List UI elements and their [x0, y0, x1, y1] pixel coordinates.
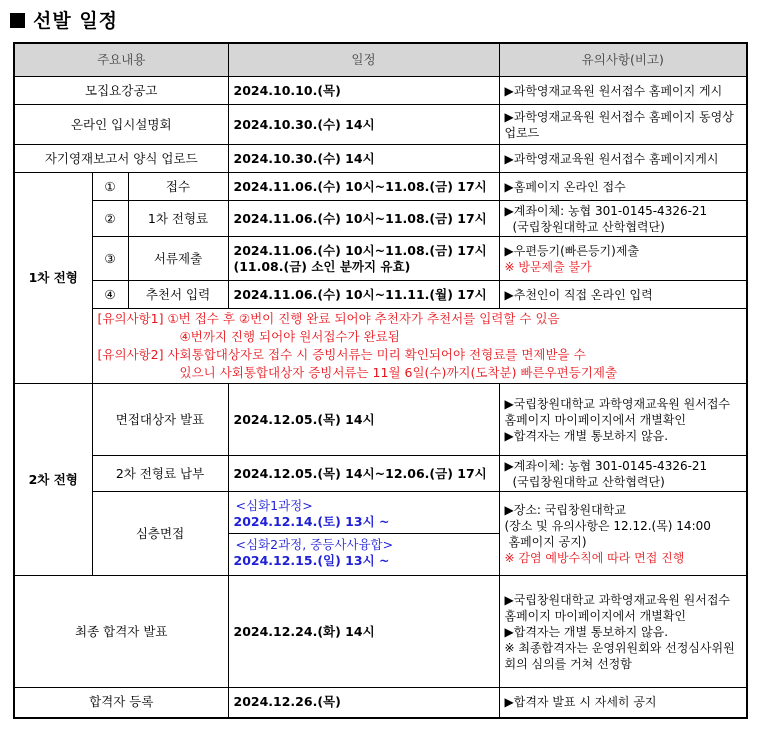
note-cell: ▶합격자 발표 시 자세히 공지	[499, 688, 747, 718]
note-line: ▶장소: 국립창원대학교	[504, 502, 626, 517]
table-row	[14, 201, 747, 237]
section-title-text: 선발 일정	[33, 10, 119, 32]
stage2-label: 2차 전형	[14, 384, 92, 576]
item-cell: 온라인 입시설명회	[14, 105, 228, 145]
note-line: ▶우편등기(빠른등기)제출	[504, 243, 640, 258]
step-number: ①	[92, 173, 128, 201]
note-cell	[499, 237, 747, 281]
date-cell: 2024.10.30.(수) 14시	[228, 145, 499, 173]
note-cell: ▶과학영재교육원 원서접수 홈페이지 동영상 업로드	[499, 105, 747, 145]
warning-line: 있으니 사회통합대상자 증빙서류는 11월 6일(수)까지(도착분) 빠른우편등기제출	[179, 365, 618, 380]
item-cell: 자기영재보고서 양식 업로드	[14, 145, 228, 173]
date-cell: 2024.10.10.(목)	[228, 77, 499, 105]
square-bullet-icon	[10, 13, 25, 28]
session-label: <심화2과정, 중등사사융합>	[235, 537, 394, 552]
step-number: ③	[92, 237, 128, 281]
date-line: 2024.11.06.(수) 10시~11.08.(금) 17시	[233, 242, 487, 258]
note-line: ▶국립창원대학교 과학영재교육원 원서접수 홈페이지 마이페이지에서 개별확인	[504, 396, 731, 427]
note-line: ※ 최종합격자는 운영위원회와 선정심사위원회의 심의를 거쳐 선정함	[504, 640, 735, 671]
table-row	[14, 576, 747, 688]
table-row	[14, 688, 747, 718]
date-cell: 2024.12.05.(목) 14시~12.06.(금) 17시	[228, 456, 499, 492]
note-cell: ▶홈페이지 온라인 접수	[499, 173, 747, 201]
stage1-label: 1차 전형	[14, 173, 92, 384]
table-row	[14, 384, 747, 456]
session-label: <심화1과정>	[235, 498, 313, 513]
item-cell: 모집요강공고	[14, 77, 228, 105]
table-row	[14, 145, 747, 173]
item-cell: 합격자 등록	[14, 688, 228, 718]
step-item: 추천서 입력	[128, 281, 228, 309]
header-schedule: 일정	[228, 43, 499, 77]
date-cell: 2024.12.26.(목)	[228, 688, 499, 718]
item-cell: 심층면접	[92, 492, 228, 576]
header-notes: 유의사항(비고)	[499, 43, 747, 77]
step-number: ②	[92, 201, 128, 237]
date-cell: 2024.12.05.(목) 14시	[228, 384, 499, 456]
table-row	[14, 456, 747, 492]
table-row	[14, 281, 747, 309]
date-cell	[228, 237, 499, 281]
session-date: 2024.12.15.(일) 13시 ~	[233, 553, 390, 568]
session-2	[229, 533, 499, 572]
date-cell: 2024.11.06.(수) 10시~11.08.(금) 17시	[228, 173, 499, 201]
date-cell: 2024.10.30.(수) 14시	[228, 105, 499, 145]
step-item: 접수	[128, 173, 228, 201]
session-1	[229, 495, 499, 533]
date-cell: 2024.11.06.(수) 10시~11.11.(월) 17시	[228, 281, 499, 309]
session-date: 2024.12.14.(토) 13시 ~	[233, 514, 390, 529]
table-row	[14, 237, 747, 281]
date-cell: 2024.11.06.(수) 10시~11.08.(금) 17시	[228, 201, 499, 237]
note-cell: ▶추천인이 직접 온라인 입력	[499, 281, 747, 309]
table-row	[14, 105, 747, 145]
note-line: ▶국립창원대학교 과학영재교육원 원서접수 홈페이지 마이페이지에서 개별확인	[504, 592, 731, 623]
item-cell: 최종 합격자 발표	[14, 576, 228, 688]
note-cell	[499, 201, 747, 237]
table-row	[14, 173, 747, 201]
section-title	[10, 6, 118, 33]
note-cell	[499, 576, 747, 688]
table-row	[14, 492, 747, 576]
interview-schedule-cell	[228, 492, 499, 576]
step-number: ④	[92, 281, 128, 309]
note-line: ▶계좌이체: 농협 301-0145-4326-21	[504, 458, 708, 473]
note-cell: ▶과학영재교육원 원서접수 홈페이지게시	[499, 145, 747, 173]
note-cell	[499, 384, 747, 456]
note-line: (국립창원대학교 산학협력단)	[512, 474, 665, 489]
warning-cell	[92, 309, 747, 384]
table-header-row	[14, 43, 747, 77]
item-cell: 2차 전형료 납부	[92, 456, 228, 492]
item-cell: 면접대상자 발표	[92, 384, 228, 456]
header-main: 주요내용	[14, 43, 228, 77]
note-line: (국립창원대학교 산학협력단)	[512, 219, 665, 234]
note-line: ▶합격자는 개별 통보하지 않음.	[504, 428, 669, 443]
note-line: 홈페이지 공지)	[508, 534, 587, 549]
note-line: ▶합격자는 개별 통보하지 않음.	[504, 624, 669, 639]
note-line: ▶계좌이체: 농협 301-0145-4326-21	[504, 203, 708, 218]
step-item: 1차 전형료	[128, 201, 228, 237]
note-cell	[499, 492, 747, 576]
date-line: (11.08.(금) 소인 분까지 유효)	[233, 258, 411, 274]
note-line: ※ 감염 예방수칙에 따라 면접 진행	[504, 550, 685, 565]
warning-line: ④번까지 진행 되어야 원서접수가 완료됨	[179, 329, 400, 344]
note-line: ※ 방문제출 불가	[504, 259, 592, 274]
table-row	[14, 77, 747, 105]
note-cell: ▶과학영재교육원 원서접수 홈페이지 게시	[499, 77, 747, 105]
table-row	[14, 309, 747, 384]
warning-line: [유의사항2] 사회통합대상자로 접수 시 증빙서류는 미리 확인되어야 전형료를 면제받을 수	[97, 347, 586, 362]
step-item: 서류제출	[128, 237, 228, 281]
note-cell	[499, 456, 747, 492]
date-cell: 2024.12.24.(화) 14시	[228, 576, 499, 688]
note-line: (장소 및 유의사항은 12.12.(목) 14:00	[504, 518, 711, 533]
schedule-table	[13, 42, 748, 719]
warning-line: [유의사항1] ①번 접수 후 ②번이 진행 완료 되어야 추천자가 추천서를 입력할 수 있음	[97, 311, 560, 326]
